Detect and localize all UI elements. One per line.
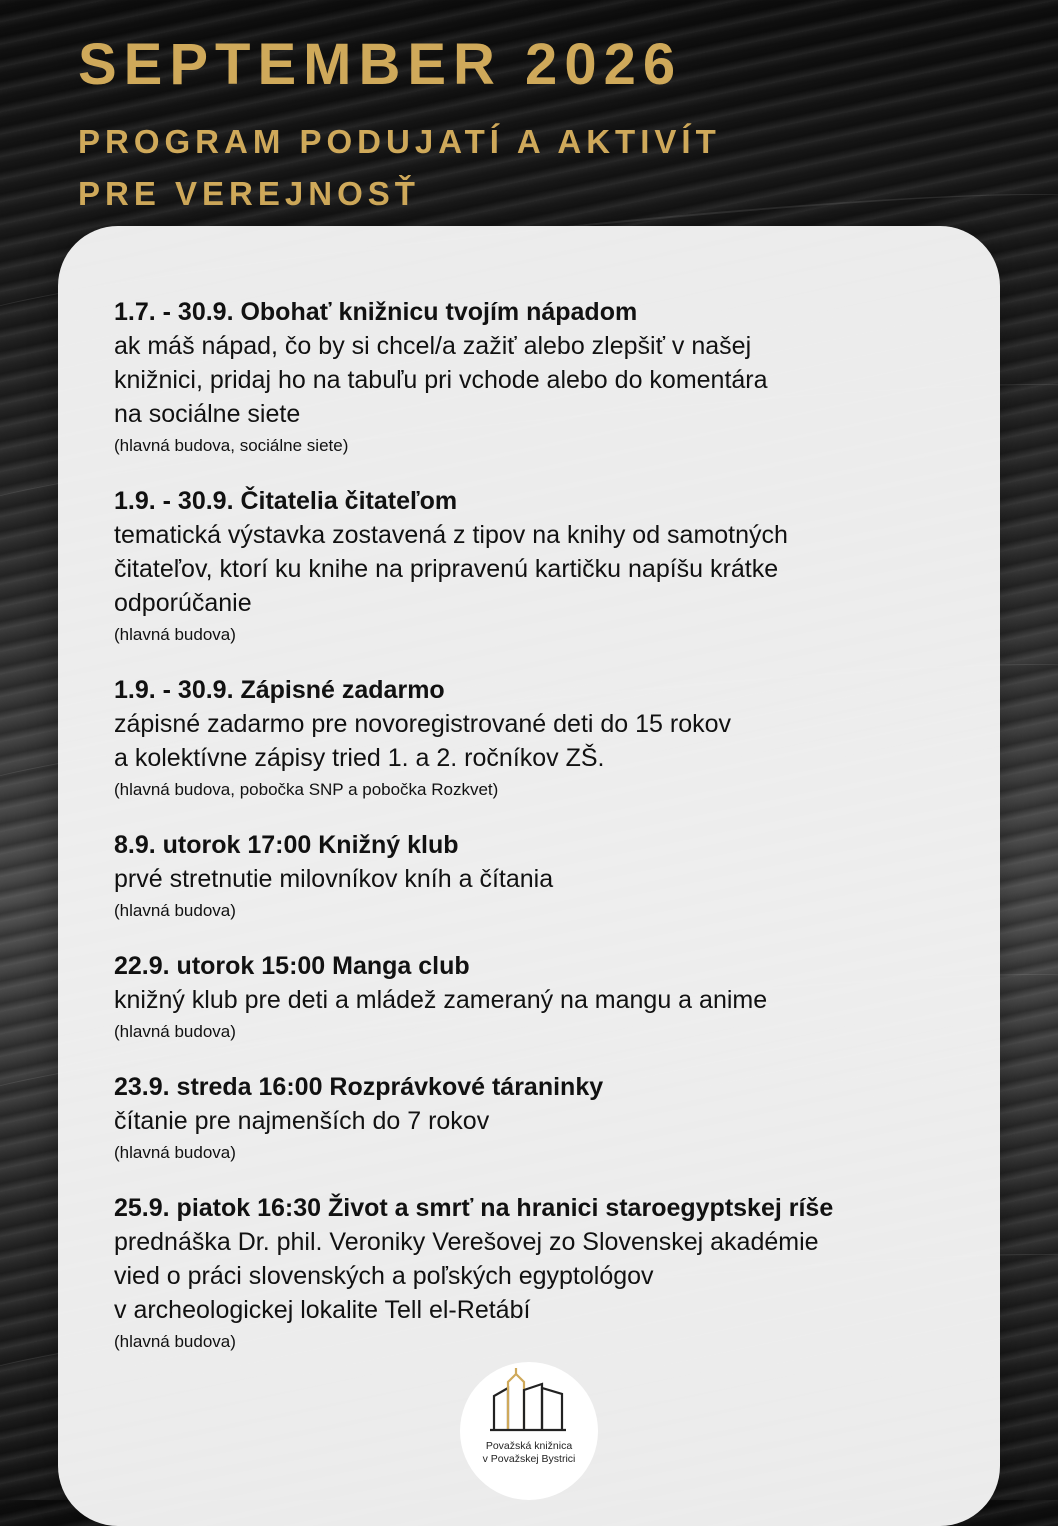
logo-text-line-1: Považská knižnica (485, 1440, 573, 1452)
event-description (114, 707, 964, 775)
event-location: (hlavná budova, pobočka SNP a pobočka Rozkvet) (114, 780, 499, 799)
event-description (114, 518, 964, 620)
event-item (114, 485, 964, 650)
event-item (114, 674, 964, 805)
event-location: (hlavná budova) (114, 1332, 236, 1351)
page-header (78, 34, 721, 220)
event-description-line: ak máš nápad, čo by si chcel/a zažiť alebo zlepšiť v našej (114, 332, 752, 360)
event-description-line: odporúčanie (114, 589, 252, 617)
event-description-line: prednáška Dr. phil. Veroniky Verešovej zo Slovenskej akadémie (114, 1228, 819, 1256)
library-building-logo-icon (486, 1368, 572, 1438)
event-description-line: na sociálne siete (114, 400, 301, 428)
event-description-line: zápisné zadarmo pre novoregistrované deti do 15 rokov (114, 710, 732, 738)
event-description-line: čitateľov, ktorí ku knihe na pripravenú kartičku napíšu krátke (114, 555, 779, 583)
subtitle-line-2: PRE VEREJNOSŤ (78, 175, 420, 212)
page-title: SEPTEMBER 2026 (78, 32, 683, 97)
event-description (114, 329, 964, 431)
event-list (114, 296, 964, 1381)
event-item (114, 296, 964, 461)
library-logo (460, 1362, 598, 1500)
subtitle-line-1: PROGRAM PODUJATÍ A AKTIVÍT (78, 123, 721, 160)
event-heading: 1.7. - 30.9. Obohať knižnicu tvojím nápadom (114, 298, 638, 326)
event-description (114, 1225, 964, 1327)
event-item (114, 1192, 964, 1357)
event-description-line: knižnici, pridaj ho na tabuľu pri vchode alebo do komentára (114, 366, 768, 394)
event-location: (hlavná budova) (114, 1022, 236, 1041)
event-description-line: a kolektívne zápisy tried 1. a 2. ročníkov ZŠ. (114, 744, 605, 772)
event-description (114, 1104, 964, 1138)
event-heading: 22.9. utorok 15:00 Manga club (114, 952, 470, 980)
event-description-line: prvé stretnutie milovníkov kníh a čítania (114, 865, 554, 893)
event-location: (hlavná budova) (114, 625, 236, 644)
event-description-line: tematická výstavka zostavená z tipov na knihy od samotných (114, 521, 788, 549)
event-description-line: vied o práci slovenských a poľských egyptológov (114, 1262, 654, 1290)
event-heading: 1.9. - 30.9. Čitatelia čitateľom (114, 487, 458, 515)
event-description-line: čítanie pre najmenších do 7 rokov (114, 1107, 490, 1135)
logo-text-line-2: v Považskej Bystrici (482, 1453, 576, 1465)
page-subtitle (78, 116, 721, 220)
event-heading: 25.9. piatok 16:30 Život a smrť na hranici staroegyptskej ríše (114, 1194, 834, 1222)
event-location: (hlavná budova) (114, 901, 236, 920)
event-description (114, 983, 964, 1017)
event-heading: 23.9. streda 16:00 Rozprávkové táraninky (114, 1073, 604, 1101)
event-location: (hlavná budova) (114, 1143, 236, 1162)
event-item (114, 1071, 964, 1168)
logo-text (460, 1440, 598, 1466)
event-heading: 1.9. - 30.9. Zápisné zadarmo (114, 676, 445, 704)
event-item (114, 829, 964, 926)
event-description-line: v archeologickej lokalite Tell el-Retábí (114, 1296, 531, 1324)
event-heading: 8.9. utorok 17:00 Knižný klub (114, 831, 459, 859)
event-location: (hlavná budova, sociálne siete) (114, 436, 349, 455)
event-item (114, 950, 964, 1047)
event-description (114, 862, 964, 896)
event-description-line: knižný klub pre deti a mládež zameraný na mangu a anime (114, 986, 768, 1014)
